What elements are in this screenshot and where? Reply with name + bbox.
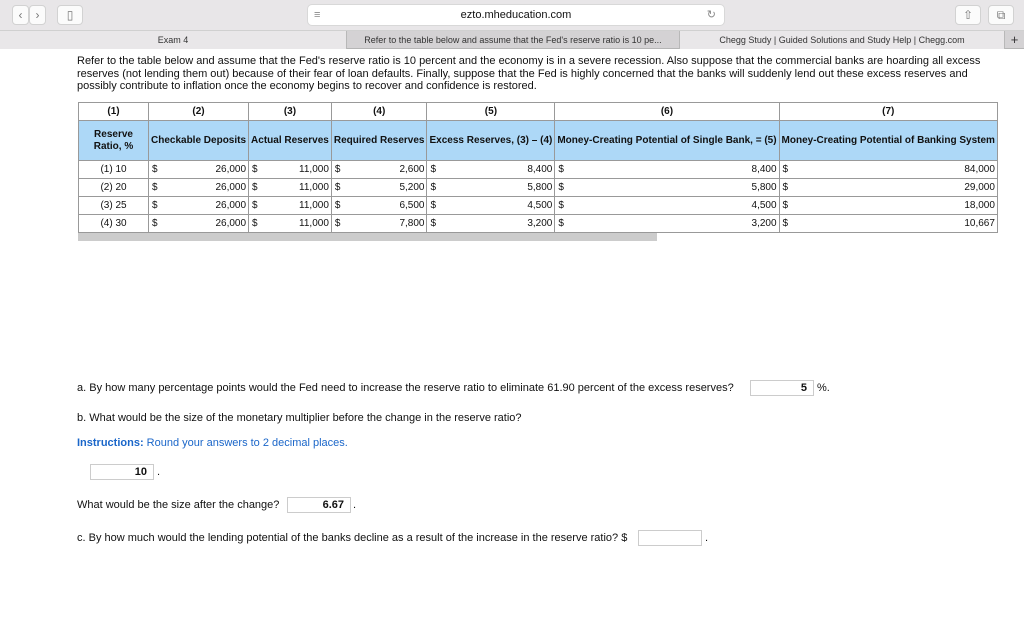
value-cell: 26,000 bbox=[160, 215, 249, 233]
new-tab-button[interactable]: + bbox=[1010, 32, 1019, 47]
value-cell: 26,000 bbox=[160, 179, 249, 197]
table-row bbox=[79, 161, 998, 179]
currency-symbol: $ bbox=[555, 161, 566, 179]
value-cell: 11,000 bbox=[260, 197, 332, 215]
value-cell: 6,500 bbox=[342, 197, 427, 215]
instructions-text: Round your answers to 2 decimal places. bbox=[143, 437, 348, 449]
instructions-label: Instructions: bbox=[77, 437, 144, 449]
value-cell: 3,200 bbox=[438, 215, 555, 233]
tab-chegg[interactable]: Chegg Study | Guided Solutions and Study Help | Chegg.com bbox=[680, 31, 1005, 49]
reserve-ratio-cell: (1) 10 bbox=[79, 161, 149, 179]
currency-symbol: $ bbox=[149, 161, 160, 179]
currency-symbol: $ bbox=[149, 215, 160, 233]
value-cell: 18,000 bbox=[790, 197, 997, 215]
currency-symbol: $ bbox=[779, 161, 790, 179]
period: . bbox=[157, 466, 161, 478]
value-cell: 10,667 bbox=[790, 215, 997, 233]
answer-a-input[interactable]: 5 bbox=[750, 380, 814, 396]
tab-bar bbox=[0, 31, 1024, 49]
tab-question[interactable]: Refer to the table below and assume that the Fed's reserve ratio is 10 pe... bbox=[347, 31, 680, 49]
value-cell: 11,000 bbox=[260, 215, 332, 233]
question-b-after: What would be the size after the change? bbox=[77, 499, 280, 511]
value-cell: 11,000 bbox=[260, 179, 332, 197]
back-button[interactable]: ‹ bbox=[12, 5, 29, 25]
address-bar[interactable] bbox=[307, 4, 725, 26]
value-cell: 5,200 bbox=[342, 179, 427, 197]
currency-symbol: $ bbox=[427, 161, 438, 179]
col-header: Excess Reserves, (3) – (4) bbox=[427, 121, 555, 161]
value-cell: 3,200 bbox=[566, 215, 779, 233]
reload-icon[interactable]: ↻ bbox=[706, 9, 716, 21]
col-header: Checkable Deposits bbox=[149, 121, 249, 161]
sidebar-icon[interactable]: ▯ bbox=[57, 5, 83, 25]
reserves-table bbox=[78, 102, 998, 233]
currency-symbol: $ bbox=[149, 179, 160, 197]
currency-symbol: $ bbox=[249, 161, 260, 179]
col-header: Required Reserves bbox=[331, 121, 427, 161]
col-number: (4) bbox=[331, 103, 427, 121]
url-text: ezto.mheducation.com bbox=[460, 9, 572, 21]
col-number: (2) bbox=[149, 103, 249, 121]
value-cell: 4,500 bbox=[438, 197, 555, 215]
reserve-ratio-cell: (4) 30 bbox=[79, 215, 149, 233]
table-row bbox=[79, 197, 998, 215]
currency-symbol: $ bbox=[249, 179, 260, 197]
currency-symbol: $ bbox=[427, 197, 438, 215]
currency-symbol: $ bbox=[331, 179, 342, 197]
question-a: a. By how many percentage points would the Fed need to increase the reserve ratio to eliminate 61.90 percent of the excess reserves? bbox=[77, 382, 734, 394]
forward-button[interactable]: › bbox=[29, 5, 46, 25]
value-cell: 8,400 bbox=[566, 161, 779, 179]
currency-symbol: $ bbox=[331, 215, 342, 233]
question-b: b. What would be the size of the monetary multiplier before the change in the reserve ratio? bbox=[77, 412, 522, 424]
value-cell: 26,000 bbox=[160, 197, 249, 215]
col-header: Money-Creating Potential of Banking System bbox=[779, 121, 997, 161]
table-row bbox=[79, 179, 998, 197]
table-scrollbar[interactable] bbox=[78, 233, 657, 241]
currency-symbol: $ bbox=[427, 179, 438, 197]
reserve-ratio-cell: (3) 25 bbox=[79, 197, 149, 215]
currency-symbol: $ bbox=[555, 179, 566, 197]
table-row bbox=[79, 215, 998, 233]
reserve-ratio-cell: (2) 20 bbox=[79, 179, 149, 197]
value-cell: 8,400 bbox=[438, 161, 555, 179]
col-number: (3) bbox=[249, 103, 332, 121]
currency-symbol: $ bbox=[249, 197, 260, 215]
currency-symbol: $ bbox=[331, 197, 342, 215]
col-number: (6) bbox=[555, 103, 779, 121]
value-cell: 84,000 bbox=[790, 161, 997, 179]
tabs-icon[interactable]: ⧉ bbox=[988, 5, 1014, 25]
value-cell: 26,000 bbox=[160, 161, 249, 179]
period: . bbox=[705, 532, 709, 544]
intro-text: Refer to the table below and assume that the Fed's reserve ratio is 10 percent and the economy is in a severe recession. Also suppose that the commercial banks are hoarding all excess reserves (not lending them out) because of their fear of loan defaults. Finally, suppose that the Fed is highly concerned that the banks will suddenly lend out these excess reserves and possibly contribute to inflation once the economy begins to recover and confidence is restored. bbox=[77, 55, 981, 92]
currency-symbol: $ bbox=[779, 215, 790, 233]
col-header: Money-Creating Potential of Single Bank, = (5) bbox=[555, 121, 779, 161]
answer-b-after-input[interactable]: 6.67 bbox=[287, 497, 351, 513]
currency-symbol: $ bbox=[331, 161, 342, 179]
browser-toolbar bbox=[0, 0, 1024, 31]
answer-c-input[interactable] bbox=[638, 530, 702, 546]
value-cell: 4,500 bbox=[566, 197, 779, 215]
value-cell: 5,800 bbox=[566, 179, 779, 197]
col-number: (7) bbox=[779, 103, 997, 121]
value-cell: 11,000 bbox=[260, 161, 332, 179]
tab-exam[interactable]: Exam 4 bbox=[0, 31, 347, 49]
col-number: (1) bbox=[79, 103, 149, 121]
col-number: (5) bbox=[427, 103, 555, 121]
instructions bbox=[77, 437, 348, 449]
percent-suffix: %. bbox=[817, 382, 830, 394]
value-cell: 7,800 bbox=[342, 215, 427, 233]
currency-symbol: $ bbox=[779, 197, 790, 215]
value-cell: 29,000 bbox=[790, 179, 997, 197]
currency-symbol: $ bbox=[555, 197, 566, 215]
reader-icon[interactable]: ≡ bbox=[314, 9, 321, 21]
currency-symbol: $ bbox=[427, 215, 438, 233]
value-cell: 2,600 bbox=[342, 161, 427, 179]
question-c: c. By how much would the lending potential of the banks decline as a result of the increase in the reserve ratio? $ bbox=[77, 532, 628, 544]
col-header: Actual Reserves bbox=[249, 121, 332, 161]
value-cell: 5,800 bbox=[438, 179, 555, 197]
currency-symbol: $ bbox=[779, 179, 790, 197]
col-header: Reserve Ratio, % bbox=[79, 121, 149, 161]
answer-b-before-input[interactable]: 10 bbox=[90, 464, 154, 480]
currency-symbol: $ bbox=[555, 215, 566, 233]
share-icon[interactable]: ⇧ bbox=[955, 5, 981, 25]
period: . bbox=[353, 499, 357, 511]
currency-symbol: $ bbox=[149, 197, 160, 215]
currency-symbol: $ bbox=[249, 215, 260, 233]
